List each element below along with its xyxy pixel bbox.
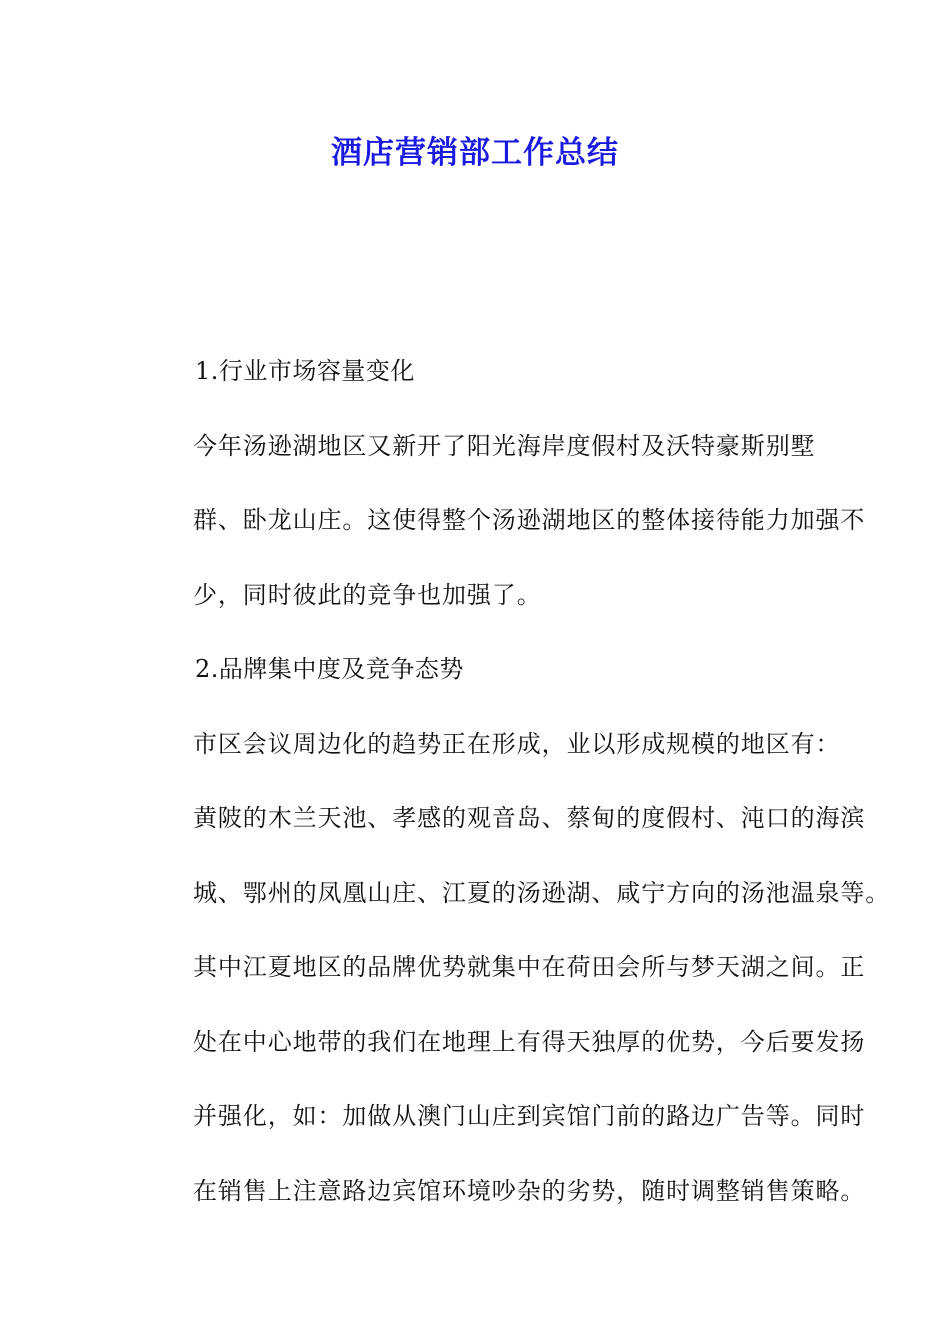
- paragraph-line: 处在中心地带的我们在地理上有得天独厚的优势，今后要发扬: [193, 1027, 866, 1056]
- paragraph-line: 黄陂的木兰天池、孝感的观音岛、蔡甸的度假村、沌口的海滨: [193, 804, 866, 832]
- paragraph-line: 城、鄂州的凤凰山庄、江夏的汤逊湖、咸宁方向的汤池温泉等。: [193, 878, 891, 907]
- document-title: 酒店营销部工作总结: [331, 135, 619, 171]
- section-paragraph-2: [145, 707, 891, 1229]
- paragraph-line: 少，同时彼此的竞争也加强了。: [193, 580, 542, 609]
- document-body: [145, 334, 891, 1228]
- paragraph-line: 其中江夏地区的品牌优势就集中在荷田会所与梦天湖之间。正: [193, 953, 866, 981]
- paragraph-line: 市区会议周边化的趋势正在形成，业以形成规模的地区有：: [193, 729, 841, 758]
- section-paragraph-1: [145, 409, 866, 633]
- paragraph-line: 今年汤逊湖地区又新开了阳光海岸度假村及沃特豪斯别墅: [193, 431, 816, 460]
- paragraph-line: 群、卧龙山庄。这使得整个汤逊湖地区的整体接待能力加强不: [193, 506, 866, 534]
- paragraph-line: 并强化，如：加做从澳门山庄到宾馆门前的路边广告等。同时: [193, 1102, 866, 1130]
- section-heading-2: 2.品牌集中度及竞争态势: [195, 655, 464, 683]
- paragraph-line: 在销售上注意路边宾馆环境吵杂的劣势，随时调整销售策略。: [193, 1176, 866, 1205]
- section-heading-1: 1.行业市场容量变化: [195, 357, 415, 385]
